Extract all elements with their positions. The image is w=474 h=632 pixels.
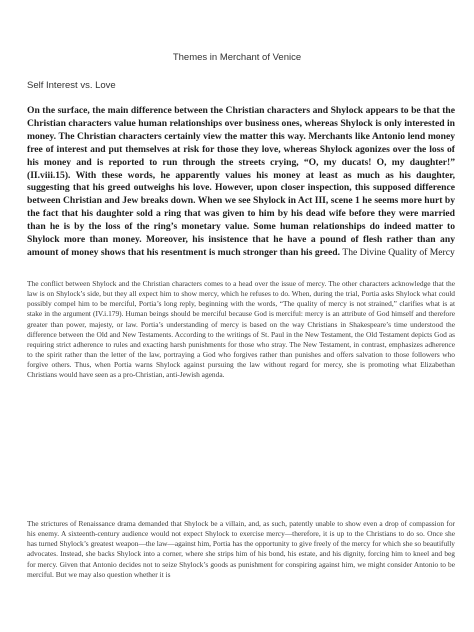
- document-title: Themes in Merchant of Venice: [172, 52, 302, 63]
- section-subtitle: Self Interest vs. Love: [27, 80, 116, 91]
- bold-paragraph: [27, 105, 455, 260]
- body-paragraph-mercy: The conflict between Shylock and the Christian characters comes to a head over the issue of mercy. The other characters acknowledge that the law is on Shylock’s side, but they all expect him to show mercy, which he refuses to do. When, during the trial, Portia asks Shylock what could possibly compel him to be merciful, Portia’s long reply, beginning with the words, “The quality of mercy is not strained,” clarifies what is at stake in the argument (IV.i.179). Human beings should be merciful because God is merciful: mercy is an attribute of God himself and therefore greater than power, majesty, or law. Portia’s understanding of mercy is based on the way Christians in Shakespeare’s time understood the difference between the Old and New Testaments. According to the writings of St. Paul in the New Testament, the Old Testament depicts God as requiring strict adherence to rules and exacting harsh punishments for those who stray. The New Testament, in contrast, emphasizes adherence to the spirit rather than the letter of the law, portraying a God who forgives rather than punishes and offers salvation to those followers who forgive others. Thus, when Portia warns Shylock against pursuing the law without regard for mercy, she is promoting what Elizabethan Christians would have seen as a pro-Christian, anti-Jewish agenda.: [27, 279, 455, 380]
- bold-paragraph-text: On the surface, the main difference between the Christian characters and Shylock appears to be that the Christian characters value human relationships over business ones, whereas Shylock is only interested in money. The Christian characters certainly view the matter this way. Merchants like Antonio lend money free of interest and put themselves at risk for those they love, whereas Shylock agonizes over the loss of his money and is reported to run through the streets crying, “O, my ducats! O, my daughter!” (II.viii.15). With these words, he apparently values his money at least as much as his daughter, suggesting that his greed outweighs his love. However, upon closer inspection, this supposed difference between Christian and Jew breaks down. When we see Shylock in Act III, scene 1 he seems more hurt by the fact that his daughter sold a ring that was given to him by his dead wife before they were married than he is by the loss of the ring’s monetary value. Some human relationships do indeed matter to Shylock more than money. Moreover, his insistence that he have a pound of flesh rather than any amount of money shows that his resentment is much stronger than his greed.: [27, 105, 455, 258]
- section-heading: The Divine Quality of Mercy: [342, 246, 455, 258]
- body-paragraph-strictures: The strictures of Renaissance drama demanded that Shylock be a villain, and, as such, patently unable to show even a drop of compassion for his enemy. A sixteenth-century audience would not expect Shylock to exercise mercy—therefore, it is up to the Christians to do so. Once she has turned Shylock’s greatest weapon—the law—against him, Portia has the opportunity to give freely of the mercy for which she so beautifully advocates. Instead, she backs Shylock into a corner, where she strips him of his bond, his estate, and his dignity, forcing him to kneel and beg for mercy. Given that Antonio decides not to seize Shylock’s goods as punishment for conspiring against him, we might consider Antonio to be merciful. But we may also question whether it is: [27, 519, 455, 579]
